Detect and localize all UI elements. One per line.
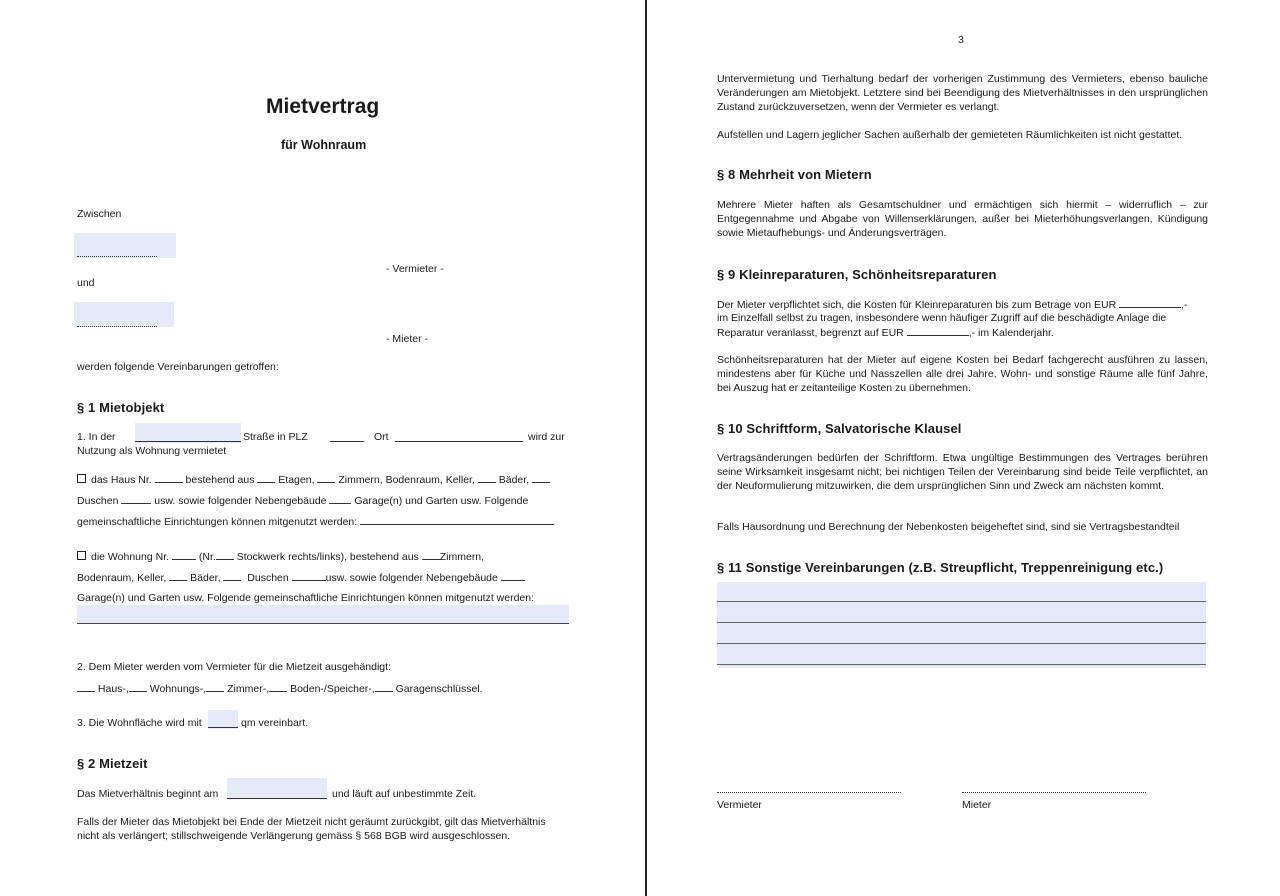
jahres-limit-field[interactable]: [907, 325, 969, 336]
wohnung-zimmern-field[interactable]: [422, 549, 440, 560]
wohnung-nebengebaeude-label: usw. sowie folgender Nebengebäude: [325, 572, 498, 584]
mietzeit-unbestimmt-label: und läuft auf unbestimmte Zeit.: [332, 788, 477, 800]
s9-paragraph-2: Schönheitsreparaturen hat der Mieter auf eigene Kosten bei Bedarf fachgerecht ausführen zu lassen, mindestens aber für Küche und Nasszellen alle drei Jahre, Wohn- und sonstige Räume alle fünf Jahre, bei Auszug hat er zeitanteilige Kosten zu übernehmen.: [717, 354, 1208, 394]
mieter-dotted-line: [77, 326, 157, 327]
s1-p1-in-der: 1. In der: [77, 431, 116, 443]
s1-p1-line1: [77, 430, 116, 444]
haus-key-label: Haus-,: [97, 683, 129, 695]
wohnung-key-count-field[interactable]: [129, 681, 147, 692]
mieter-role-label: - Mieter -: [386, 333, 428, 345]
wohnung-duschen-label: Duschen: [247, 572, 289, 584]
document-title: Mietvertrag: [266, 95, 380, 118]
s1-p1-line2: Nutzung als Wohnung vermietet: [77, 445, 227, 457]
mietbeginn-field[interactable]: [227, 778, 327, 798]
garagen-key-label: Garagenschlüssel.: [395, 683, 483, 695]
sonstige-vereinbarungen-field[interactable]: [717, 582, 1206, 668]
s9-p1-line1: [717, 297, 1188, 312]
mieter-signature-label: Mieter: [962, 799, 992, 811]
haus-gemeinschaft-label: gemeinschaftliche Einrichtungen können mitgenutzt werden:: [77, 516, 358, 528]
s2-p2-line1: Falls der Mieter das Mietobjekt bei Ende der Mietzeit nicht geräumt zurückgibt, gilt das Mietverhältnis: [77, 816, 546, 828]
haus-baeder-field[interactable]: [478, 472, 496, 483]
haus-nr-field[interactable]: [155, 472, 183, 483]
keys-line: [77, 681, 483, 696]
mietzeit-begin-label: Das Mietverhältnis beginnt am: [77, 788, 219, 800]
ort-field[interactable]: [395, 441, 523, 442]
zimmer-key-count-field[interactable]: [206, 681, 224, 692]
haus-zimmern-field[interactable]: [317, 472, 335, 483]
haus-option-line2: [77, 493, 528, 508]
zwischen-label: Zwischen: [77, 208, 122, 220]
strasse-line: [135, 441, 241, 442]
haus-duschen-label: Duschen: [77, 495, 119, 507]
wohnung-extra-field[interactable]: [223, 570, 241, 581]
s10-paragraph-2: Falls Hausordnung und Berechnung der Nebenkosten beigeheftet sind, sind sie Vertragsbestandteil: [717, 521, 1180, 533]
haus-option-line1: [77, 472, 550, 487]
haus-nr-label: das Haus Nr.: [91, 474, 152, 486]
wohnung-key-label: Wohnungs-,: [149, 683, 207, 695]
garagen-key-count-field[interactable]: [375, 681, 393, 692]
wohnflaeche-line: [77, 716, 202, 730]
wohnung-nr-field[interactable]: [172, 549, 196, 560]
und-label: und: [77, 277, 95, 289]
haus-key-count-field[interactable]: [77, 681, 95, 692]
wohnung-option-line1: [77, 549, 484, 564]
wohnung-option-line2: [77, 570, 525, 585]
s9-begrenzt-label: Reparatur veranlasst, begrenzt auf EUR: [717, 327, 904, 339]
wohnung-gemeinschaft-line: [77, 623, 569, 624]
sonstige-line-2: [717, 622, 1206, 623]
plz-field[interactable]: [330, 441, 364, 442]
section-10-heading: § 10 Schriftform, Salvatorische Klausel: [717, 421, 962, 436]
section-9-heading: § 9 Kleinreparaturen, Schönheitsreparaturen: [717, 267, 997, 282]
s7-paragraph-1: Untervermietung und Tierhaltung bedarf der vorherigen Zustimmung des Vermieters, ebenso bauliche Veränderungen am Mietobjekt. Letztere sind bei Beendigung des Mietverhältnisses in den ursprünglichen Zustand zurückzuversetzen, wenn der Vermieter es verlangt.: [717, 73, 1208, 113]
s10-paragraph-1: Vertragsänderungen bedürfen der Schriftform. Etwa ungültige Bestimmungen des Vertrages berühren seine Wirksamkeit insgesamt nicht; bei nichtigen Teilen der Vereinbarung sind beide Teile verpflichtet, an der Neuformulierung mitzuwirken, die dem ursprünglichen Sinn und Zweck am nächsten kommt.: [717, 452, 1208, 492]
haus-etagen-label: Etagen,: [278, 474, 315, 486]
vermieter-signature-label: Vermieter: [717, 799, 762, 811]
haus-nebengebaeude-label: usw. sowie folgender Nebengebäude: [154, 495, 327, 507]
s1-p2-text: 2. Dem Mieter werden vom Vermieter für die Mietzeit ausgehändigt:: [77, 661, 391, 673]
haus-zimmern-label: Zimmern, Bodenraum, Keller,: [338, 474, 475, 486]
wohnung-gemeinschaft-field[interactable]: [77, 605, 569, 623]
wohnflaeche-line-underline: [208, 727, 238, 728]
section-1-heading: § 1 Mietobjekt: [77, 400, 165, 415]
s8-paragraph: Mehrere Mieter haften als Gesamtschuldner und ermächtigen sich hiermit – widerruflich – zur Entgegennahme und Abgabe von Willenserklärungen, außer bei Mieterhöhungsverlangen, Kündigung sowie Mietaufhebungs- und Änderungsverträgen.: [717, 199, 1208, 239]
mieter-name-field[interactable]: [74, 302, 174, 327]
boden-key-count-field[interactable]: [269, 681, 287, 692]
haus-garage-label: Garage(n) und Garten usw. Folgende: [354, 495, 529, 507]
sonstige-line-1: [717, 601, 1206, 602]
section-8-heading: § 8 Mehrheit von Mietern: [717, 167, 872, 182]
haus-checkbox[interactable]: [77, 474, 86, 483]
wohnung-baeder-field[interactable]: [169, 570, 187, 581]
s2-p2-line2: nicht als verlängert; stillschweigende Verlängerung gemäss § 568 BGB wird ausgeschlossen.: [77, 830, 511, 842]
wohnung-nr-paren-label: (Nr.: [198, 551, 216, 563]
wohnung-nr-label: die Wohnung Nr.: [91, 551, 170, 563]
contract-page-right: [647, 0, 1280, 896]
page-number: 3: [958, 34, 964, 46]
haus-gemeinschaft-field[interactable]: [360, 514, 554, 525]
haus-bestehend-label: bestehend aus: [185, 474, 255, 486]
haus-baeder-label: Bäder,: [498, 474, 530, 486]
zimmer-key-label: Zimmer-,: [227, 683, 270, 695]
strasse-field[interactable]: [135, 423, 241, 443]
wohnung-baeder-label: Bäder,: [190, 572, 221, 584]
s1-p1-ort: Ort: [374, 431, 389, 443]
s1-p1-wird-zur: wird zur: [528, 431, 565, 443]
vermieter-role-label: - Vermieter -: [386, 263, 444, 275]
document-subtitle: für Wohnraum: [281, 138, 367, 152]
wohnung-stockwerk-field[interactable]: [216, 549, 234, 560]
wohnung-duschen-field[interactable]: [292, 570, 326, 581]
s9-betrag-suffix: ,-: [1181, 299, 1188, 311]
section-11-heading: § 11 Sonstige Vereinbarungen (z.B. Streupflicht, Treppenreinigung etc.): [717, 560, 1164, 575]
haus-etagen-field[interactable]: [257, 472, 275, 483]
boden-key-label: Boden-/Speicher-,: [290, 683, 375, 695]
vermieter-signature-line[interactable]: [717, 792, 901, 793]
s9-p1-line3: [717, 325, 1054, 340]
mietbeginn-underline: [227, 798, 327, 799]
wohnung-stockwerk-label: Stockwerk rechts/links), bestehend aus: [236, 551, 419, 563]
s9-kleinreparatur-label: Der Mieter verpflichtet sich, die Kosten für Kleinreparaturen bis zum Betrage von EUR: [717, 299, 1117, 311]
vermieter-dotted-line: [77, 256, 157, 257]
qm-label: qm vereinbart.: [241, 717, 309, 729]
wohnung-option-line3: Garage(n) und Garten usw. Folgende gemeinschaftliche Einrichtungen können mitgenutzt werden:: [77, 592, 535, 604]
kleinreparatur-betrag-field[interactable]: [1119, 297, 1181, 308]
sonstige-line-4: [717, 664, 1206, 665]
s9-p1-line2: im Einzelfall selbst zu tragen, insbesondere wenn häufiger Zugriff auf die beschädigte Anlage die: [717, 312, 1167, 324]
wohnung-zimmern-label: Zimmern,: [439, 551, 485, 563]
sonstige-line-3: [717, 643, 1206, 644]
haus-duschen-field[interactable]: [121, 493, 151, 504]
s7-paragraph-2: Aufstellen und Lagern jeglicher Sachen außerhalb der gemieteten Räumlichkeiten ist nicht gestattet.: [717, 129, 1183, 141]
s1-p1-strasse: Straße in PLZ: [243, 431, 308, 443]
section-2-heading: § 2 Mietzeit: [77, 756, 148, 771]
haus-extra-field[interactable]: [532, 472, 550, 483]
vereinbarungen-text: werden folgende Vereinbarungen getroffen:: [77, 361, 279, 373]
haus-option-line3: [77, 514, 554, 529]
vermieter-name-field[interactable]: [74, 233, 176, 258]
mieter-signature-line[interactable]: [962, 792, 1146, 793]
wohnung-bodenraum-label: Bodenraum, Keller,: [77, 572, 167, 584]
s9-kalenderjahr-label: ,- im Kalenderjahr.: [968, 327, 1054, 339]
wohnung-checkbox[interactable]: [77, 551, 86, 560]
wohnflaeche-label: 3. Die Wohnfläche wird mit: [77, 717, 202, 729]
wohnung-nebengebaeude-field[interactable]: [501, 570, 525, 581]
haus-garage-field[interactable]: [329, 493, 351, 504]
